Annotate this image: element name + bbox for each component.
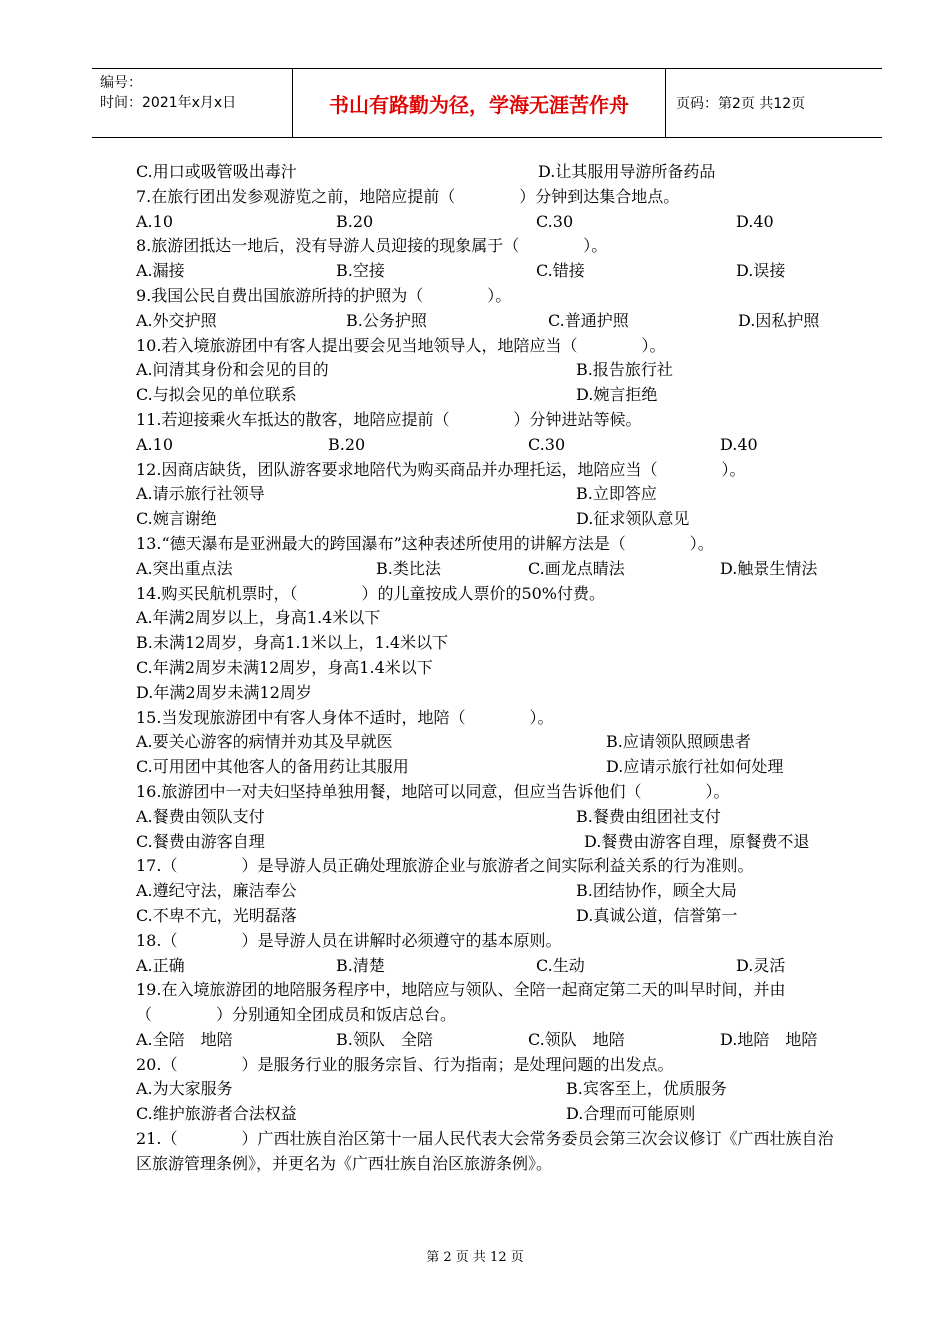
option: A.10 xyxy=(136,211,173,231)
option: A.为大家服务 xyxy=(136,1079,233,1099)
option-row xyxy=(136,433,848,458)
option-row xyxy=(136,557,848,582)
option: D.触景生情法 xyxy=(720,558,818,578)
option: C.不卑不亢，光明磊落 xyxy=(136,905,297,925)
question: 16.旅游团中一对夫妇坚持单独用餐，地陪可以同意，但应当告诉他们（ ）。 xyxy=(136,781,730,801)
option: C.画龙点睛法 xyxy=(528,558,625,578)
question: 20.（ ）是服务行业的服务宗旨、行为指南；是处理问题的出发点。 xyxy=(136,1054,674,1074)
option-row xyxy=(136,482,848,507)
question: 13.“德天瀑布是亚洲最大的跨国瀑布”这种表述所使用的讲解方法是（ ）。 xyxy=(136,533,714,553)
header-motto: 书山有路勤为径，学海无涯苦作舟 xyxy=(292,69,666,137)
option-row xyxy=(136,1102,848,1127)
option: B.公务护照 xyxy=(346,310,427,330)
option-row xyxy=(136,160,848,185)
question: 12.因商店缺货，团队游客要求地陪代为购买商品并办理托运，地陪应当（ ）。 xyxy=(136,459,746,479)
option: D.40 xyxy=(720,434,758,454)
question: 10.若入境旅游团中有客人提出要会见当地领导人，地陪应当（ ）。 xyxy=(136,335,666,355)
option: D.应请示旅行社如何处理 xyxy=(606,757,784,777)
question-list xyxy=(136,160,848,1177)
option: D.真诚公道，信誉第一 xyxy=(576,905,738,925)
option-row xyxy=(136,954,848,979)
option-row xyxy=(136,210,848,235)
option: A.请示旅行社领导 xyxy=(136,484,265,504)
question: 14.购买民航机票时，（ ）的儿童按成人票价的50%付费。 xyxy=(136,583,606,603)
page-header xyxy=(92,68,882,138)
option: A.正确 xyxy=(136,955,185,975)
option: B.20 xyxy=(328,434,366,454)
option-row xyxy=(136,830,848,855)
option: B.宾客至上，优质服务 xyxy=(566,1079,727,1099)
question: 21.（ ）广西壮族自治区第十一届人民代表大会常务委员会第三次会议修订《广西壮族自治区旅游管理条例》，并更名为《广西壮族自治区旅游条例》。 xyxy=(136,1129,834,1173)
option: C.30 xyxy=(536,211,574,231)
option-row xyxy=(136,383,848,408)
option-row xyxy=(136,507,848,532)
option: C.年满2周岁未满12周岁，身高1.4米以下 xyxy=(136,657,433,677)
option: B.餐费由组团社支付 xyxy=(576,806,721,826)
question: 19.在入境旅游团的地陪服务程序中，地陪应与领队、全陪一起商定第二天的叫早时间，并由（ ）分别通知全团成员和饭店总台。 xyxy=(136,980,786,1025)
option-row xyxy=(136,879,848,904)
option-row xyxy=(136,1028,848,1053)
option: C.错接 xyxy=(536,261,585,281)
option: A.遵纪守法，廉洁奉公 xyxy=(136,881,297,901)
option: D.征求领队意见 xyxy=(576,509,690,529)
header-meta xyxy=(92,69,292,137)
option: A.问清其身份和会见的目的 xyxy=(136,360,329,380)
option: A.餐费由领队支付 xyxy=(136,806,265,826)
option: C.生动 xyxy=(536,955,585,975)
option: B.空接 xyxy=(336,261,385,281)
option: B.应请领队照顾患者 xyxy=(606,732,751,752)
option: C.用口或吸管吸出毒汁 xyxy=(136,162,297,181)
option: D.餐费由游客自理，原餐费不退 xyxy=(584,831,810,851)
option: D.婉言拒绝 xyxy=(576,385,658,405)
question: 18.（ ）是导游人员在讲解时必须遵守的基本原则。 xyxy=(136,930,562,950)
option-row xyxy=(136,904,848,929)
option: C.可用团中其他客人的备用药让其服用 xyxy=(136,757,409,777)
option: B.立即答应 xyxy=(576,484,657,504)
document-time-label: 时间：2021年x月x日 xyxy=(100,95,237,111)
option-row xyxy=(136,259,848,284)
option: C.与拟会见的单位联系 xyxy=(136,385,297,405)
option: C.普通护照 xyxy=(548,310,629,330)
option-row xyxy=(136,1077,848,1102)
option: B.类比法 xyxy=(376,558,441,578)
option-row xyxy=(136,755,848,780)
question: 8.旅游团抵达一地后，没有导游人员迎接的现象属于（ ）。 xyxy=(136,236,608,256)
option: B.20 xyxy=(336,211,374,231)
document-number-label: 编号： xyxy=(100,75,142,91)
option: A.年满2周岁以上，身高1.4米以下 xyxy=(136,608,381,628)
question: 11.若迎接乘火车抵达的散客，地陪应提前（ ）分钟进站等候。 xyxy=(136,409,642,429)
option: C.领队 地陪 xyxy=(528,1029,625,1049)
option: D.地陪 地陪 xyxy=(720,1029,818,1049)
option: D.合理而可能原则 xyxy=(566,1104,696,1124)
option-row xyxy=(136,730,848,755)
option: C.维护旅游者合法权益 xyxy=(136,1104,297,1124)
option: A.突出重点法 xyxy=(136,558,233,578)
option: D.让其服用导游所备药品 xyxy=(538,162,716,181)
option: A.外交护照 xyxy=(136,310,217,330)
option: D.年满2周岁未满12周岁 xyxy=(136,682,312,702)
question: 15.当发现旅游团中有客人身体不适时，地陪（ ）。 xyxy=(136,707,554,727)
option: C.30 xyxy=(528,434,566,454)
option: B.报告旅行社 xyxy=(576,360,673,380)
option: D.误接 xyxy=(736,261,786,281)
option: D.灵活 xyxy=(736,955,786,975)
option: D.40 xyxy=(736,211,774,231)
header-page-label: 页码：第2页 共12页 xyxy=(676,96,806,112)
question: 9.我国公民自费出国旅游所持的护照为（ ）。 xyxy=(136,285,512,305)
option: A.10 xyxy=(136,434,173,454)
option-row xyxy=(136,358,848,383)
option-row xyxy=(136,309,848,334)
option-row xyxy=(136,805,848,830)
option: C.婉言谢绝 xyxy=(136,509,217,529)
option: A.要关心游客的病情并劝其及早就医 xyxy=(136,732,393,752)
option: D.因私护照 xyxy=(738,310,820,330)
option: A.全陪 地陪 xyxy=(136,1029,233,1049)
option: A.漏接 xyxy=(136,261,185,281)
question: 17.（ ）是导游人员正确处理旅游企业与旅游者之间实际利益关系的行为准则。 xyxy=(136,856,754,876)
option: B.清楚 xyxy=(336,955,385,975)
option: B.未满12周岁，身高1.1米以上，1.4米以下 xyxy=(136,633,449,653)
option: C.餐费由游客自理 xyxy=(136,831,265,851)
question: 7.在旅行团出发参观游览之前，地陪应提前（ ）分钟到达集合地点。 xyxy=(136,186,680,206)
page-footer: 第 2 页 共 12 页 xyxy=(426,1250,524,1265)
option: B.领队 全陪 xyxy=(336,1029,433,1049)
option: B.团结协作，顾全大局 xyxy=(576,881,737,901)
